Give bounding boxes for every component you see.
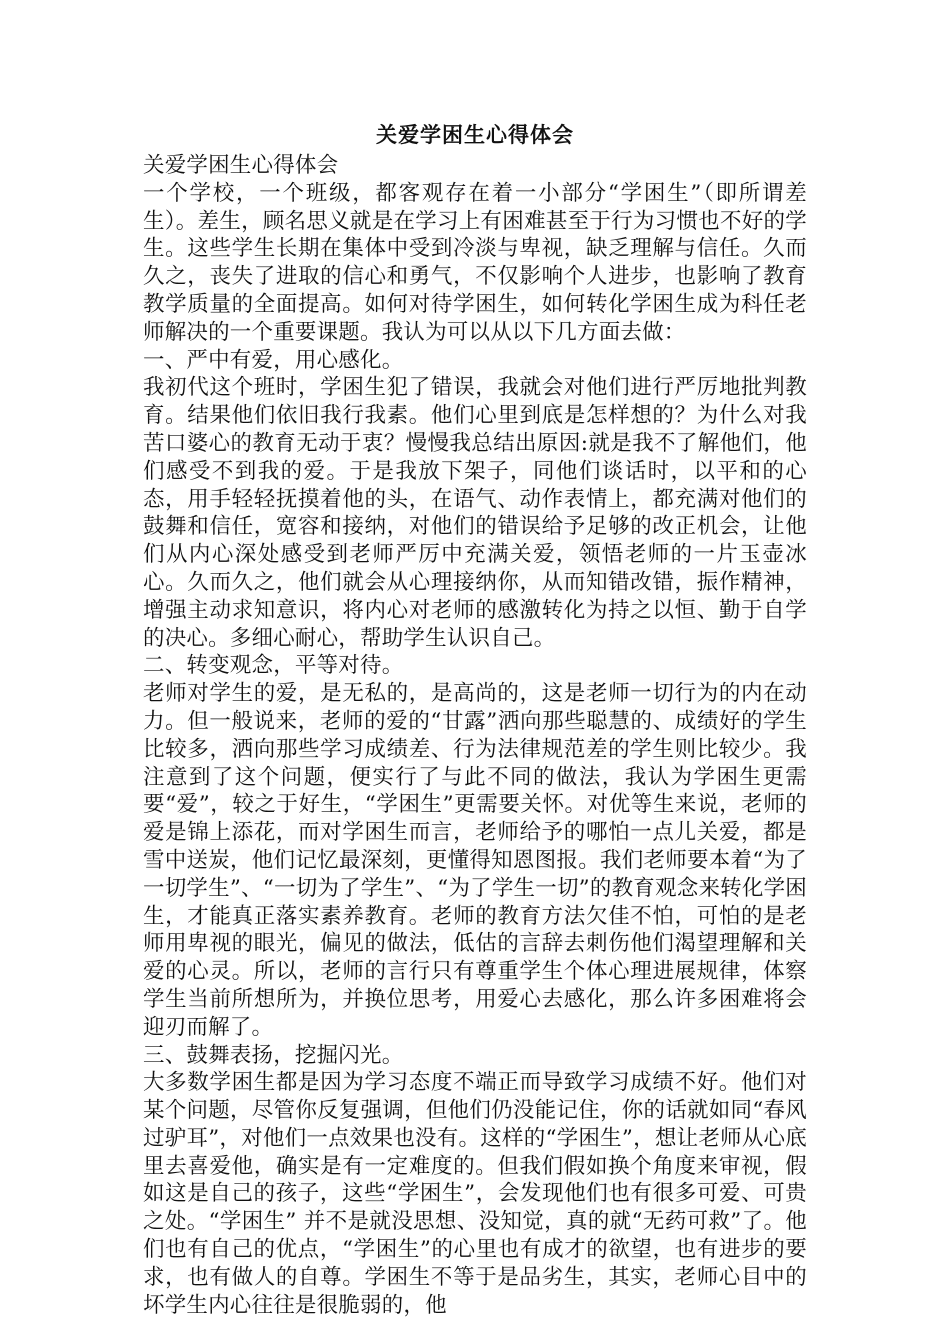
section-heading-1: 一、严中有爱，用心感化。 xyxy=(143,347,404,373)
section-paragraph-2: 老师对学生的爱，是无私的，是高尚的，这是老师一切行为的内在动力。但一般说来，老师的爱的“甘露”洒向那些聪慧的、成绩好的学生比较多，洒向那些学习成绩差、行为法律规范差的学生则比较少。我注意到了这个问题，便实行了与此不同的做法，我认为学困生更需要“爱”，较之于好生，“学困生”更需要关怀。对优等生来说，老师的爱是锦上添花，而对学困生而言，老师给予的哪怕一点儿关爱，都是雪中送炭，他们记忆最深刻，更懂得知恩图报。我们老师要本着“为了一切学生”、“一切为了学生”、“为了学生一切”的教育观念来转化学困生，才能真正落实素养教育。老师的教育方法欠佳不怕，可怕的是老师用卑视的眼光，偏见的做法，低估的言辞去刺伤他们渴望理解和关爱的心灵。所以，老师的言行只有尊重学生个体心理进展规律，体察学生当前所想所为，并换位思考，用爱心去感化，那么许多困难将会迎刃而解了。 xyxy=(143,681,807,1040)
intro-paragraph: 一个学校，一个班级，都客观存在着一小部分“学困生”（即所谓差生）。差生，顾名思义就是在学习上有困难甚至于行为习惯也不好的学生。这些学生长期在集体中受到冷淡与卑视，缺乏理解与信任。久而久之，丧失了进取的信心和勇气，不仅影响个人进步，也影响了教育教学质量的全面提高。如何对待学困生，如何转化学困生成为科任老师解决的一个重要课题。我认为可以从以下几方面去做： xyxy=(143,180,807,345)
document-page xyxy=(143,118,807,1319)
document-body xyxy=(143,152,807,1319)
section-paragraph-3: 大多数学困生都是因为学习态度不端正而导致学习成绩不好。他们对某个问题，尽管你反复强调，但他们仍没能记住，你的话就如同“春风过驴耳”，对他们一点效果也没有。这样的“学困生”，想让老师从心底里去喜爱他，确实是有一定难度的。但我们假如换个角度来审视，假如这是自己的孩子，这些“学困生”，会发现他们也有很多可爱、可贵之处。“学困生” 并不是就没思想、没知觉，真的就“无药可救”了。他们也有自己的优点，“学困生”的心里也有成才的欲望，也有进步的要求，也有做人的自尊。学困生不等于是品劣生，其实，老师心目中的坏学生内心往往是很脆弱的，他 xyxy=(143,1070,807,1318)
section-heading-2: 二、转变观念，平等对待。 xyxy=(143,653,404,679)
document-title: 关爱学困生心得体会 xyxy=(376,122,574,147)
subtitle-line: 关爱学困生心得体会 xyxy=(143,153,339,178)
section-paragraph-1: 我初代这个班时，学困生犯了错误，我就会对他们进行严厉地批判教育。结果他们依旧我行我素。他们心里到底是怎样想的？为什么对我苦口婆心的教育无动于衷？慢慢我总结出原因:就是我不了解他们，他们感受不到我的爱。于是我放下架子，同他们谈话时，以平和的心态，用手轻轻抚摸着他的头，在语气、动作表情上，都充满对他们的鼓舞和信任，宽容和接纳，对他们的错误给予足够的改正机会，让他们从内心深处感受到老师严厉中充满关爱，领悟老师的一片玉壶冰心。久而久之，他们就会从心理接纳你，从而知错改错，振作精神，增强主动求知意识，将内心对老师的感激转化为持之以恒、勤于自学的决心。多细心耐心，帮助学生认识自己。 xyxy=(143,375,807,651)
section-heading-3: 三、鼓舞表扬，挖掘闪光。 xyxy=(143,1042,404,1068)
